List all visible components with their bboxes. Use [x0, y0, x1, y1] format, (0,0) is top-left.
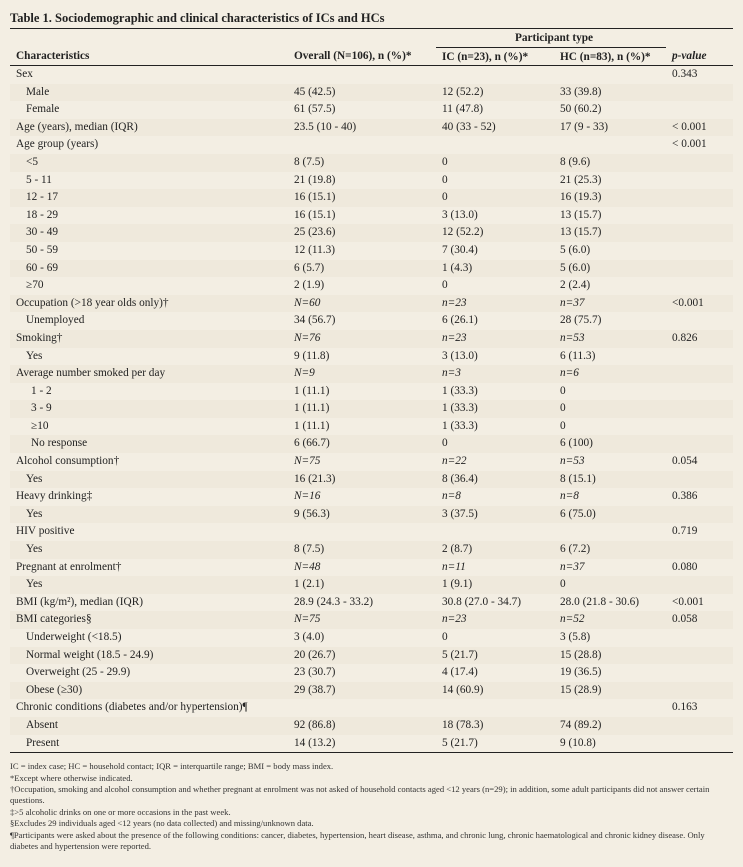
cell-hc: 0	[554, 418, 666, 436]
row-label: BMI (kg/m²), median (IQR)	[10, 594, 288, 612]
cell-pvalue: 0.058	[666, 611, 733, 629]
cell-overall	[288, 136, 436, 154]
cell-ic: 40 (33 - 52)	[436, 119, 554, 137]
footnote: ¶Participants were asked about the presence of the following conditions: cancer, diabetes, hypertension, heart disease, asthma, and chronic lung, chronic haematological and chronic kidney disease. Only diabetes and hypertension were reported.	[10, 829, 705, 851]
cell-pvalue	[666, 418, 733, 436]
row-label: Yes	[10, 541, 288, 559]
table-row	[10, 576, 733, 594]
table-row	[10, 242, 733, 260]
footnotes	[10, 761, 733, 852]
cell-ic: n=22	[436, 453, 554, 471]
cell-overall: N=9	[288, 365, 436, 383]
row-label: Heavy drinking‡	[10, 488, 288, 506]
cell-overall: N=75	[288, 611, 436, 629]
cell-overall: N=76	[288, 330, 436, 348]
cell-ic: 7 (30.4)	[436, 242, 554, 260]
row-label: 30 - 49	[10, 224, 288, 242]
table-row	[10, 330, 733, 348]
cell-overall: 28.9 (24.3 - 33.2)	[288, 594, 436, 612]
table-row	[10, 277, 733, 295]
cell-pvalue: 0.719	[666, 523, 733, 541]
row-label: ≥70	[10, 277, 288, 295]
cell-ic: 11 (47.8)	[436, 101, 554, 119]
cell-overall: 23.5 (10 - 40)	[288, 119, 436, 137]
cell-ic: 1 (4.3)	[436, 260, 554, 278]
cell-hc: 8 (15.1)	[554, 471, 666, 489]
col-header-ic: IC (n=23), n (%)*	[436, 48, 554, 66]
cell-ic	[436, 699, 554, 717]
col-header-characteristics: Characteristics	[10, 48, 288, 66]
cell-hc: 21 (25.3)	[554, 172, 666, 190]
cell-overall: 14 (13.2)	[288, 735, 436, 753]
cell-overall: 8 (7.5)	[288, 154, 436, 172]
cell-pvalue	[666, 506, 733, 524]
table-row	[10, 594, 733, 612]
table-row	[10, 699, 733, 717]
cell-pvalue	[666, 260, 733, 278]
table-row	[10, 348, 733, 366]
cell-overall: 1 (11.1)	[288, 383, 436, 401]
cell-ic: n=3	[436, 365, 554, 383]
cell-ic: 8 (36.4)	[436, 471, 554, 489]
cell-hc: 5 (6.0)	[554, 242, 666, 260]
table-row	[10, 453, 733, 471]
cell-overall: 16 (15.1)	[288, 189, 436, 207]
table-row	[10, 418, 733, 436]
cell-ic: n=8	[436, 488, 554, 506]
cell-hc	[554, 523, 666, 541]
cell-ic: 12 (52.2)	[436, 224, 554, 242]
participant-type-header: Participant type	[436, 29, 666, 48]
cell-hc: 6 (7.2)	[554, 541, 666, 559]
cell-hc	[554, 699, 666, 717]
cell-ic: 0	[436, 154, 554, 172]
cell-pvalue	[666, 541, 733, 559]
table-row	[10, 66, 733, 84]
row-label: Alcohol consumption†	[10, 453, 288, 471]
row-label: Normal weight (18.5 - 24.9)	[10, 647, 288, 665]
cell-hc: n=8	[554, 488, 666, 506]
cell-pvalue: <0.001	[666, 295, 733, 313]
row-label: Pregnant at enrolment†	[10, 559, 288, 577]
cell-ic: 3 (13.0)	[436, 348, 554, 366]
cell-pvalue	[666, 242, 733, 260]
cell-pvalue	[666, 717, 733, 735]
cell-ic: 0	[436, 189, 554, 207]
cell-overall: 20 (26.7)	[288, 647, 436, 665]
table-row	[10, 189, 733, 207]
cell-overall: 1 (11.1)	[288, 418, 436, 436]
cell-pvalue: < 0.001	[666, 136, 733, 154]
cell-hc: n=37	[554, 295, 666, 313]
table-row	[10, 717, 733, 735]
cell-pvalue	[666, 735, 733, 753]
cell-overall: 61 (57.5)	[288, 101, 436, 119]
cell-hc: n=6	[554, 365, 666, 383]
table-row	[10, 400, 733, 418]
cell-ic: 30.8 (27.0 - 34.7)	[436, 594, 554, 612]
cell-overall: 16 (21.3)	[288, 471, 436, 489]
cell-pvalue: 0.386	[666, 488, 733, 506]
cell-hc	[554, 136, 666, 154]
cell-hc: 0	[554, 383, 666, 401]
cell-overall: 29 (38.7)	[288, 682, 436, 700]
cell-pvalue	[666, 207, 733, 225]
table-row	[10, 312, 733, 330]
row-label: Present	[10, 735, 288, 753]
cell-ic: 14 (60.9)	[436, 682, 554, 700]
row-label: Overweight (25 - 29.9)	[10, 664, 288, 682]
cell-pvalue	[666, 277, 733, 295]
row-label: Male	[10, 84, 288, 102]
characteristics-table	[10, 29, 733, 753]
cell-pvalue	[666, 365, 733, 383]
cell-hc	[554, 66, 666, 84]
cell-ic: 0	[436, 277, 554, 295]
cell-overall: 1 (11.1)	[288, 400, 436, 418]
table-row	[10, 119, 733, 137]
footnote: §Excludes 29 individuals aged <12 years (no data collected) and missing/unknown data.	[10, 818, 314, 829]
table-row	[10, 682, 733, 700]
cell-ic: n=23	[436, 611, 554, 629]
table-row	[10, 154, 733, 172]
row-label: 12 - 17	[10, 189, 288, 207]
cell-hc: 6 (75.0)	[554, 506, 666, 524]
row-label: 5 - 11	[10, 172, 288, 190]
cell-hc: 9 (10.8)	[554, 735, 666, 753]
row-label: Unemployed	[10, 312, 288, 330]
cell-overall: 9 (56.3)	[288, 506, 436, 524]
row-label: 50 - 59	[10, 242, 288, 260]
cell-hc: 15 (28.8)	[554, 647, 666, 665]
cell-ic	[436, 136, 554, 154]
cell-overall: 34 (56.7)	[288, 312, 436, 330]
cell-pvalue: <0.001	[666, 594, 733, 612]
cell-hc: 13 (15.7)	[554, 224, 666, 242]
cell-pvalue: 0.826	[666, 330, 733, 348]
footnote: ‡>5 alcoholic drinks on one or more occasions in the past week.	[10, 806, 231, 817]
row-label: <5	[10, 154, 288, 172]
table-row	[10, 295, 733, 313]
cell-hc: 16 (19.3)	[554, 189, 666, 207]
col-header-hc: HC (n=83), n (%)*	[554, 48, 666, 66]
cell-pvalue: < 0.001	[666, 119, 733, 137]
cell-ic: 1 (9.1)	[436, 576, 554, 594]
row-label: Yes	[10, 471, 288, 489]
cell-overall: 16 (15.1)	[288, 207, 436, 225]
cell-ic: 1 (33.3)	[436, 418, 554, 436]
cell-ic: 18 (78.3)	[436, 717, 554, 735]
cell-pvalue	[666, 576, 733, 594]
table-row	[10, 471, 733, 489]
table-row	[10, 207, 733, 225]
table-row	[10, 136, 733, 154]
cell-overall: 3 (4.0)	[288, 629, 436, 647]
cell-pvalue: 0.054	[666, 453, 733, 471]
cell-ic: 5 (21.7)	[436, 647, 554, 665]
cell-hc: 33 (39.8)	[554, 84, 666, 102]
cell-hc: 5 (6.0)	[554, 260, 666, 278]
cell-overall	[288, 66, 436, 84]
table-row	[10, 84, 733, 102]
cell-ic: n=11	[436, 559, 554, 577]
cell-pvalue	[666, 84, 733, 102]
cell-overall: N=75	[288, 453, 436, 471]
cell-overall: N=16	[288, 488, 436, 506]
cell-ic: 3 (13.0)	[436, 207, 554, 225]
table-row	[10, 664, 733, 682]
cell-hc: n=37	[554, 559, 666, 577]
cell-hc: 6 (100)	[554, 435, 666, 453]
cell-pvalue	[666, 629, 733, 647]
row-label: 1 - 2	[10, 383, 288, 401]
table-row	[10, 629, 733, 647]
row-label: Yes	[10, 348, 288, 366]
row-label: BMI categories§	[10, 611, 288, 629]
cell-pvalue: 0.080	[666, 559, 733, 577]
table-row	[10, 559, 733, 577]
cell-hc: 74 (89.2)	[554, 717, 666, 735]
cell-ic: 0	[436, 172, 554, 190]
table-row	[10, 611, 733, 629]
cell-overall	[288, 523, 436, 541]
table-row	[10, 506, 733, 524]
cell-hc: 19 (36.5)	[554, 664, 666, 682]
cell-pvalue	[666, 224, 733, 242]
row-label: HIV positive	[10, 523, 288, 541]
cell-ic: 6 (26.1)	[436, 312, 554, 330]
row-label: Sex	[10, 66, 288, 84]
cell-ic: 12 (52.2)	[436, 84, 554, 102]
cell-ic: 5 (21.7)	[436, 735, 554, 753]
cell-ic: 2 (8.7)	[436, 541, 554, 559]
col-header-overall: Overall (N=106), n (%)*	[288, 48, 436, 66]
cell-hc: 2 (2.4)	[554, 277, 666, 295]
table-row	[10, 541, 733, 559]
cell-hc: 15 (28.9)	[554, 682, 666, 700]
cell-ic: 1 (33.3)	[436, 400, 554, 418]
cell-ic	[436, 66, 554, 84]
cell-ic: 3 (37.5)	[436, 506, 554, 524]
cell-pvalue	[666, 172, 733, 190]
cell-hc: 28 (75.7)	[554, 312, 666, 330]
cell-pvalue	[666, 664, 733, 682]
row-label: Smoking†	[10, 330, 288, 348]
table-row	[10, 224, 733, 242]
row-label: ≥10	[10, 418, 288, 436]
row-label: 60 - 69	[10, 260, 288, 278]
table-title: Table 1. Sociodemographic and clinical characteristics of ICs and HCs	[10, 8, 733, 29]
table-row	[10, 435, 733, 453]
cell-pvalue	[666, 101, 733, 119]
footnote: *Except where otherwise indicated.	[10, 772, 133, 783]
table-row	[10, 523, 733, 541]
row-label: Female	[10, 101, 288, 119]
table-row	[10, 647, 733, 665]
row-label: Age (years), median (IQR)	[10, 119, 288, 137]
cell-hc: 13 (15.7)	[554, 207, 666, 225]
cell-pvalue	[666, 647, 733, 665]
col-header-pvalue: p-value	[666, 48, 733, 66]
table-body	[10, 66, 733, 753]
table-row	[10, 488, 733, 506]
table-row	[10, 101, 733, 119]
cell-pvalue	[666, 435, 733, 453]
cell-overall	[288, 699, 436, 717]
row-label: Occupation (>18 year olds only)†	[10, 295, 288, 313]
cell-pvalue	[666, 682, 733, 700]
cell-pvalue: 0.163	[666, 699, 733, 717]
cell-pvalue	[666, 471, 733, 489]
table-row	[10, 260, 733, 278]
cell-hc: 8 (9.6)	[554, 154, 666, 172]
cell-hc: 50 (60.2)	[554, 101, 666, 119]
row-label: Obese (≥30)	[10, 682, 288, 700]
cell-hc: 6 (11.3)	[554, 348, 666, 366]
cell-overall: N=60	[288, 295, 436, 313]
cell-overall: 8 (7.5)	[288, 541, 436, 559]
cell-ic: 4 (17.4)	[436, 664, 554, 682]
cell-overall: 1 (2.1)	[288, 576, 436, 594]
row-label: 3 - 9	[10, 400, 288, 418]
cell-pvalue	[666, 383, 733, 401]
cell-pvalue	[666, 189, 733, 207]
row-label: Absent	[10, 717, 288, 735]
footnote: †Occupation, smoking and alcohol consumption and whether pregnant at enrolment was not asked of household contacts aged <12 years (n=29); in addition, some adult participants did not answer certain questions.	[10, 783, 710, 806]
cell-hc: 0	[554, 400, 666, 418]
cell-hc: 28.0 (21.8 - 30.6)	[554, 594, 666, 612]
cell-ic: 0	[436, 629, 554, 647]
cell-overall: 6 (5.7)	[288, 260, 436, 278]
cell-hc: n=52	[554, 611, 666, 629]
cell-ic: n=23	[436, 295, 554, 313]
cell-overall: 6 (66.7)	[288, 435, 436, 453]
cell-hc: 17 (9 - 33)	[554, 119, 666, 137]
cell-overall: 92 (86.8)	[288, 717, 436, 735]
cell-hc: 3 (5.8)	[554, 629, 666, 647]
table-row	[10, 365, 733, 383]
cell-overall: 25 (23.6)	[288, 224, 436, 242]
cell-overall: 2 (1.9)	[288, 277, 436, 295]
cell-pvalue: 0.343	[666, 66, 733, 84]
footnote: IC = index case; HC = household contact; IQR = interquartile range; BMI = body mass index.	[10, 761, 334, 772]
cell-overall: 21 (19.8)	[288, 172, 436, 190]
cell-pvalue	[666, 400, 733, 418]
row-label: Average number smoked per day	[10, 365, 288, 383]
row-label: Age group (years)	[10, 136, 288, 154]
cell-ic	[436, 523, 554, 541]
cell-pvalue	[666, 154, 733, 172]
row-label: Underweight (<18.5)	[10, 629, 288, 647]
cell-overall: 9 (11.8)	[288, 348, 436, 366]
cell-hc: n=53	[554, 330, 666, 348]
row-label: Yes	[10, 576, 288, 594]
cell-pvalue	[666, 312, 733, 330]
table-row	[10, 735, 733, 753]
cell-overall: 23 (30.7)	[288, 664, 436, 682]
cell-overall: 45 (42.5)	[288, 84, 436, 102]
cell-overall: 12 (11.3)	[288, 242, 436, 260]
row-label: Chronic conditions (diabetes and/or hypertension)¶	[10, 699, 288, 717]
cell-ic: 0	[436, 435, 554, 453]
row-label: Yes	[10, 506, 288, 524]
table-row	[10, 383, 733, 401]
row-label: 18 - 29	[10, 207, 288, 225]
cell-ic: 1 (33.3)	[436, 383, 554, 401]
cell-hc: n=53	[554, 453, 666, 471]
table-row	[10, 172, 733, 190]
row-label: No response	[10, 435, 288, 453]
cell-pvalue	[666, 348, 733, 366]
cell-ic: n=23	[436, 330, 554, 348]
cell-hc: 0	[554, 576, 666, 594]
cell-overall: N=48	[288, 559, 436, 577]
